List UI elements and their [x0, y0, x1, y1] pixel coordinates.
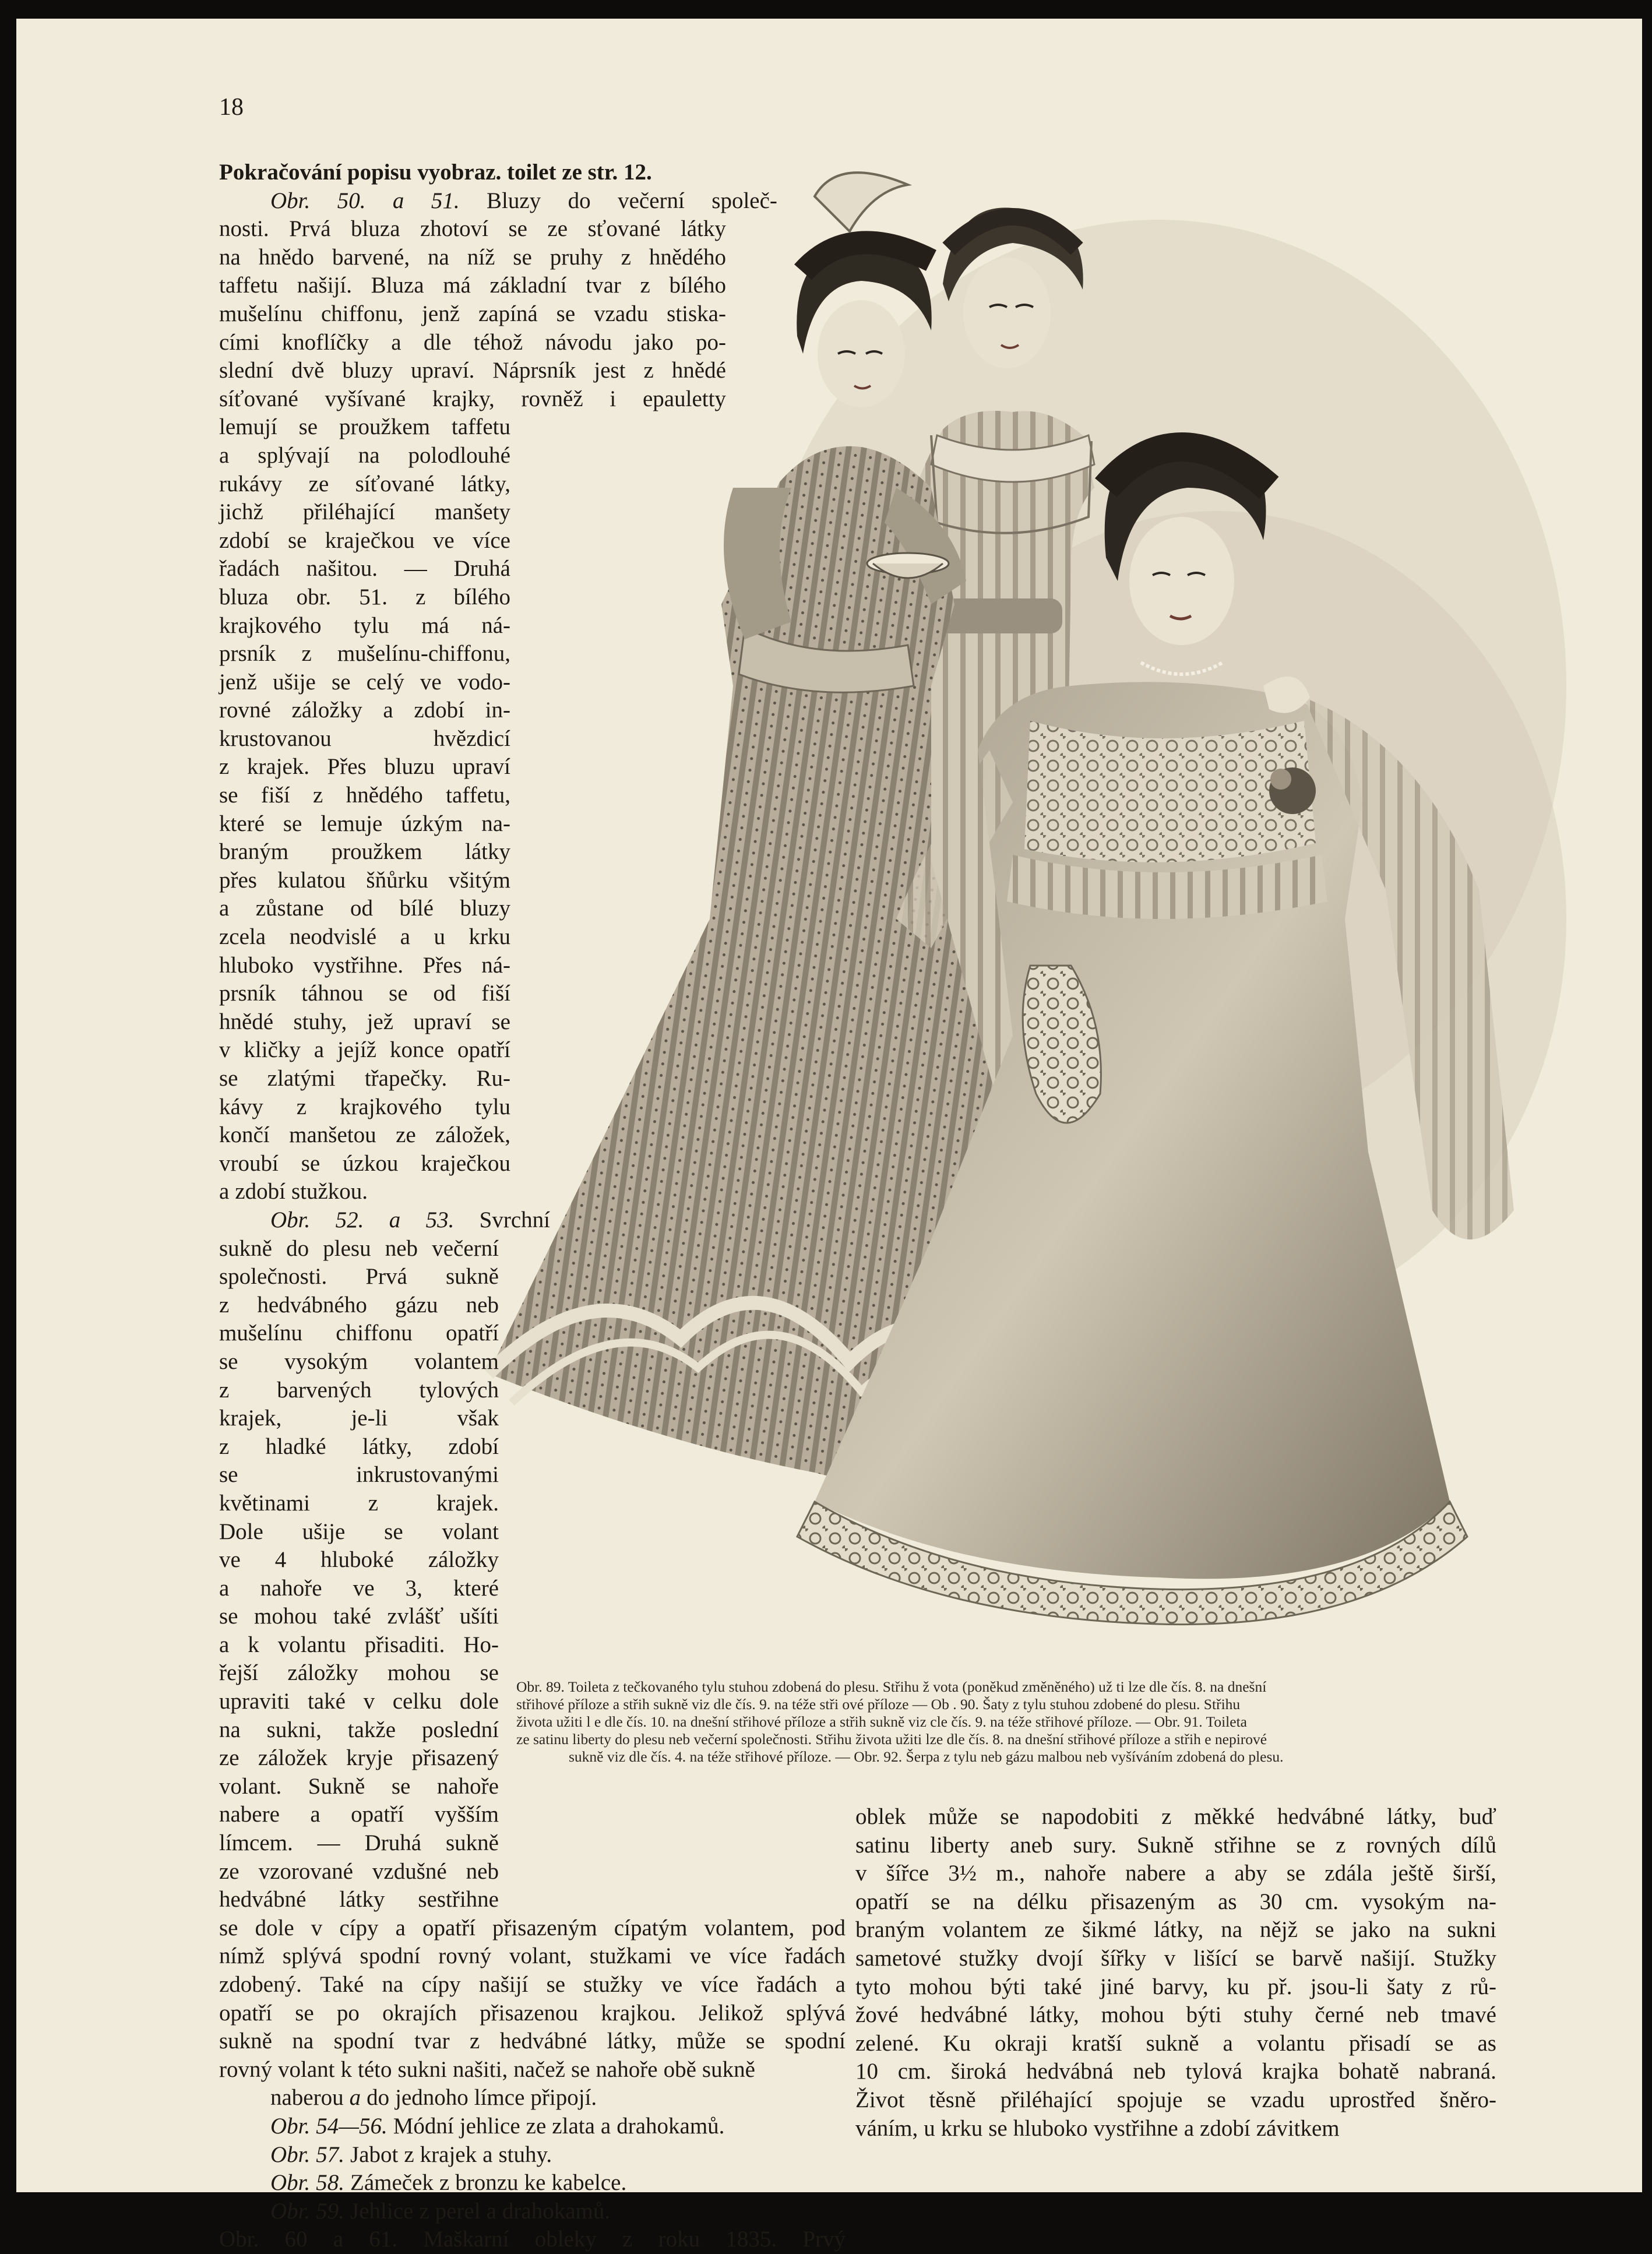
figure-caption — [516, 1678, 1501, 1766]
left-column-lines — [219, 187, 897, 2254]
left-column-line: ze záložek kryje přisazený — [219, 1745, 499, 1771]
left-column-line: rukávy ze síťované látky, — [219, 471, 510, 496]
left-column-line: krajkového tylu má ná- — [219, 612, 510, 638]
caption-line: střihové příloze a střih sukně viz dle čís. 9. na téže stři ové příloze — Ob . 90. Šaty z tylu stuhou zdobené do plesu. Střihu — [516, 1696, 1241, 1713]
right-column-line: braným volantem ze šikmé látky, na nějž se jako na sukni — [855, 1917, 1496, 1943]
left-column-line: mušelínu chiffonu opatří — [219, 1320, 499, 1346]
right-text-column — [855, 1803, 1496, 2143]
left-column-line: z hedvábného gázu neb — [219, 1292, 499, 1318]
left-column-line: upraviti také v celku dole — [219, 1689, 499, 1714]
magazine-page — [16, 19, 1642, 2252]
left-column-line: a zůstane od bílé bluzy — [219, 896, 510, 921]
right-column-line: žové hedvábné látky, mohou býti stuhy černé neb tmavé — [855, 2002, 1496, 2028]
left-column-line: se vysokým volantem — [219, 1348, 499, 1374]
left-column-line: a zdobí stužkou. — [219, 1179, 368, 1205]
right-column-line: zelené. Ku okraji kratší sukně a volantu přisadí se as — [855, 2030, 1496, 2056]
left-column-line: sukně do plesu neb večerní — [219, 1235, 499, 1261]
left-column-line: a k volantu přisaditi. Ho- — [219, 1632, 499, 1657]
right-column-line: 10 cm. široká hedvábná neb tylová krajka bohatě nabraná. — [855, 2059, 1496, 2084]
left-column-line: společnosti. Prvá sukně — [219, 1264, 499, 1290]
left-column-line: se zlatými třapečky. Ru- — [219, 1066, 510, 1091]
left-column-line: hnědé stuhy, jež upraví se — [219, 1009, 510, 1034]
left-column-line: z hladké látky, zdobí — [219, 1434, 499, 1459]
left-column-line: braným proužkem látky — [219, 839, 510, 865]
left-column-line: se fiší z hnědého taffetu, — [219, 783, 510, 808]
left-column-line: a splývají na polodlouhé — [219, 442, 510, 468]
left-column-line: naberou a do jednoho límce připojí. — [270, 2085, 597, 2111]
left-column-line: Obr. 54—56. Módní jehlice ze zlata a drahokamů. — [270, 2113, 725, 2139]
left-column-line: prsník táhnou se od fiší — [219, 981, 510, 1006]
right-column-line: váním, u krku se hluboko vystřihne a zdobí závitkem — [855, 2115, 1340, 2141]
right-column-line: sametové stužky dvojí šířky v lišící se barvě našijí. Stužky — [855, 1945, 1496, 1971]
caption-line: ze satinu liberty do plesu neb večerní společnosti. Střihu života užiti lze dle čís. 8. na dnešní střihové příloze a střih e nepirové — [516, 1731, 1267, 1748]
right-column-line: opatří se na délku přisazeným as 30 cm. vysokým na- — [855, 1889, 1496, 1914]
left-column-line: sukně na spodní tvar z hedvábné látky, může se spodní — [219, 2028, 846, 2054]
left-column-line: hluboko vystřihne. Přes ná- — [219, 952, 510, 978]
left-column-line: nabere a opatří vyšším — [219, 1802, 499, 1827]
left-column-line: řejší záložky mohou se — [219, 1660, 499, 1686]
left-column-line: z barvených tylových — [219, 1377, 499, 1403]
left-column-line: Obr. 59. Jehlice z perel a drahokamů. — [270, 2198, 611, 2224]
left-column-line: rovný volant k této sukni našiti, načež se nahoře obě sukně — [219, 2056, 755, 2082]
left-column-line: prsník z mušelínu-chiffonu, — [219, 641, 510, 667]
left-column-line: krustovanou hvězdicí — [219, 725, 510, 751]
right-column-line: v šířce 3½ m., nahoře nabere a aby se zdála ještě širší, — [855, 1861, 1496, 1886]
left-column-line: síťované vyšívané krajky, rovněž i epauletty — [219, 386, 726, 411]
left-column-line: se dole v cípy a opatří přisazeným cípatým volantem, pod — [219, 1915, 846, 1940]
left-column-line: kávy z krajkového tylu — [219, 1094, 510, 1119]
left-column-line: ze vzorované vzdušné neb — [219, 1858, 499, 1884]
left-column-line: nímž splývá spodní rovný volant, stužkami ve více řadách — [219, 1943, 846, 1969]
left-column-line: zcela neodvislé a u krku — [219, 924, 510, 950]
right-column-line: oblek může se napodobiti z měkké hedvábné látky, buď — [855, 1804, 1496, 1829]
caption-line: sukně viz dle čís. 4. na téže střihové příloze. — Obr. 92. Šerpa z tylu neb gázu malbou neb vyšíváním zdobená do plesu. — [569, 1748, 1284, 1765]
left-column-line: Obr. 57. Jabot z krajek a stuhy. — [270, 2142, 552, 2167]
heading-text: Pokračování popisu vyobraz. toilet ze str. 12. — [219, 160, 652, 185]
left-column-line: řadách našitou. — Druhá — [219, 556, 510, 582]
left-column-line: cími knoflíčky a dle téhož návodu jako po- — [219, 329, 726, 355]
left-column-line: jichž přiléhající manšety — [219, 499, 510, 525]
left-column-line: přes kulatou šňůrku všitým — [219, 867, 510, 893]
right-column-line: Život těsně přiléhající spojuje se vzadu uprostřed šněro- — [855, 2087, 1496, 2112]
left-column-line: Dole ušije se volant — [219, 1519, 499, 1544]
left-column-line: Obr. 52. a 53. Svrchní — [270, 1207, 550, 1232]
left-column-line: které se lemuje úzkým na- — [219, 811, 510, 836]
left-column-line: končí manšetou ze záložek, — [219, 1122, 510, 1148]
section-heading — [219, 159, 726, 187]
left-column-line: se inkrustovanými — [219, 1462, 499, 1488]
right-column-lines — [855, 1803, 1496, 2143]
left-column-line: límcem. — Druhá sukně — [219, 1830, 499, 1856]
left-column-line: bluza obr. 51. z bílého — [219, 584, 510, 610]
right-column-line: tyto mohou býti také jiné barvy, ku př. jsou-li šaty z rů- — [855, 1974, 1496, 1999]
left-column-line: Obr. 58. Zámeček z bronzu ke kabelce. — [270, 2170, 627, 2196]
left-column-line: z krajek. Přes bluzu upraví — [219, 754, 510, 780]
left-column-line: rovné záložky a zdobí in- — [219, 698, 510, 723]
caption-line: života užiti l e dle čís. 10. na dnešní střihové příloze a střih sukně viz cle čís. 9. na téže střihové příloze. — Obr. 91. Toileta — [516, 1713, 1247, 1730]
left-column-line: vroubí se úzkou kraječkou — [219, 1150, 510, 1176]
left-column-line: zdobený. Také na cípy našijí se stužky ve více řadách a — [219, 1972, 846, 1997]
left-column-line: opatří se po okrajích přisazenou krajkou. Jelikož splývá — [219, 2000, 846, 2026]
left-text-column — [219, 159, 897, 2254]
left-column-line: Obr. 50. a 51. Bluzy do večerní společ- — [270, 188, 777, 213]
left-column-line: se mohou také zvlášť ušíti — [219, 1604, 499, 1629]
left-column-line: jenž ušije se celý ve vodo- — [219, 669, 510, 695]
page-number: 18 — [219, 94, 244, 121]
caption-line: Obr. 89. Toileta z tečkovaného tylu stuhou zdobená do plesu. Střihu ž vota (poněkud změněného) už ti lze dle čís. 8. na dnešní — [516, 1678, 1267, 1695]
left-column-line: na hnědo barvené, na níž se pruhy z hnědého — [219, 244, 726, 270]
left-column-line: krajek, je-li však — [219, 1406, 499, 1431]
left-column-line: v kličky a jejíž konce opatří — [219, 1037, 510, 1063]
left-column-line: Obr. 60 a 61. Maškarní obleky z roku 1835. Prvý — [219, 2227, 846, 2252]
left-column-line: zdobí se kraječkou ve více — [219, 527, 510, 553]
left-column-line: ve 4 hluboké záložky — [219, 1547, 499, 1573]
left-column-line: na sukni, takže poslední — [219, 1717, 499, 1742]
left-column-line: slední dvě bluzy upraví. Náprsník jest z hnědé — [219, 358, 726, 383]
left-column-line: nosti. Prvá bluza zhotoví se ze sťované látky — [219, 216, 726, 242]
left-column-line: hedvábné látky sestřihne — [219, 1887, 499, 1913]
left-column-line: taffetu našijí. Bluza má základní tvar z bílého — [219, 273, 726, 298]
left-column-line: volant. Sukně se nahoře — [219, 1773, 499, 1799]
left-column-line: lemují se proužkem taffetu — [219, 414, 510, 440]
left-column-line: květinami z krajek. — [219, 1490, 499, 1516]
left-column-line: mušelínu chiffonu, jenž zapíná se vzadu stiska- — [219, 301, 726, 326]
right-column-line: satinu liberty aneb sury. Sukně střihne se z rovných dílů — [855, 1832, 1496, 1858]
left-column-line: a nahoře ve 3, které — [219, 1575, 499, 1601]
